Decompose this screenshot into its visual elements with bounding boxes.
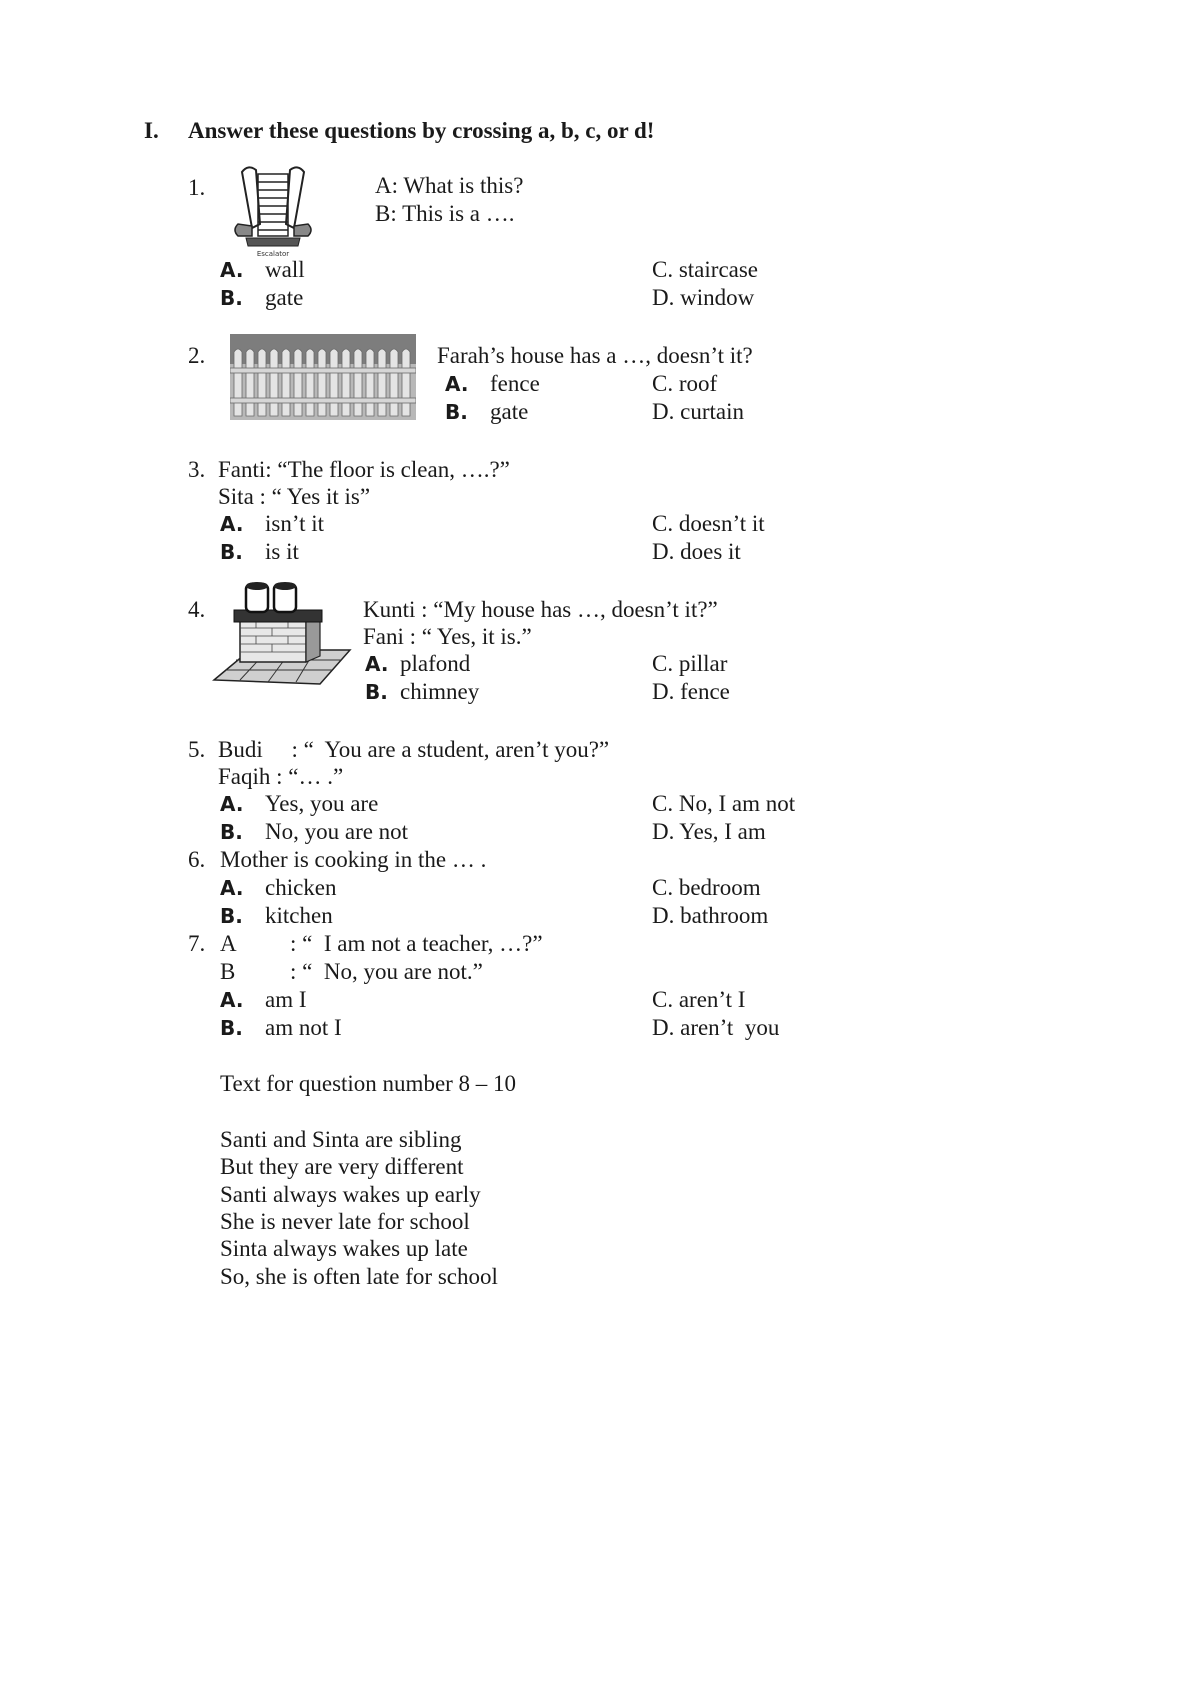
- option-c[interactable]: C. bedroom: [652, 875, 761, 900]
- option-b-label: B.: [365, 680, 388, 704]
- fence-photo: [230, 334, 416, 420]
- section-number: I.: [144, 118, 159, 143]
- option-b[interactable]: No, you are not: [265, 819, 409, 844]
- option-d[interactable]: D. Yes, I am: [652, 819, 766, 844]
- dialog-line-a: Budi : “ You are a student, aren’t you?”: [218, 737, 610, 762]
- option-b-label: B.: [220, 1016, 243, 1040]
- option-a[interactable]: plafond: [400, 651, 471, 676]
- option-b-label: B.: [220, 820, 243, 844]
- question-stem: Farah’s house has a …, doesn’t it?: [437, 343, 753, 368]
- option-c[interactable]: C. doesn’t it: [652, 511, 765, 536]
- option-d[interactable]: D. bathroom: [652, 903, 769, 928]
- question-number: 4.: [188, 597, 206, 622]
- option-a[interactable]: fence: [490, 371, 540, 396]
- speaker-b: B: [220, 959, 236, 984]
- passage-line: So, she is often late for school: [220, 1264, 498, 1289]
- dialog-line-b: Fani : “ Yes, it is.”: [363, 624, 532, 649]
- question-number: 6.: [188, 847, 206, 872]
- option-b-label: B.: [445, 400, 468, 424]
- question-number: 5.: [188, 737, 206, 762]
- option-b-label: B.: [220, 286, 243, 310]
- dialog-line-b: Faqih : “… .”: [218, 764, 344, 789]
- section-instruction: Answer these questions by crossing a, b, c, or d!: [188, 118, 655, 143]
- option-d[interactable]: D. window: [652, 285, 755, 310]
- option-b[interactable]: am not I: [265, 1015, 342, 1040]
- dialog-line-a: Kunti : “My house has …, doesn’t it?”: [363, 597, 718, 622]
- svg-text:Escalator: Escalator: [256, 250, 290, 258]
- option-a[interactable]: Yes, you are: [265, 791, 379, 816]
- option-a-label: A.: [220, 258, 244, 282]
- option-d[interactable]: D. curtain: [652, 399, 744, 424]
- option-d[interactable]: D. fence: [652, 679, 730, 704]
- option-b[interactable]: is it: [265, 539, 299, 564]
- dialog-line-b: : “ No, you are not.”: [290, 959, 483, 984]
- passage-line: But they are very different: [220, 1154, 464, 1179]
- option-a[interactable]: wall: [265, 257, 305, 282]
- passage-line: Santi always wakes up early: [220, 1182, 481, 1207]
- option-c[interactable]: C. aren’t I: [652, 987, 746, 1012]
- option-a-label: A.: [445, 372, 469, 396]
- option-b-label: B.: [220, 540, 243, 564]
- option-b-label: B.: [220, 904, 243, 928]
- question-number: 7.: [188, 931, 206, 956]
- option-a-label: A.: [365, 652, 389, 676]
- passage-title: Text for question number 8 – 10: [220, 1071, 517, 1096]
- option-a-label: A.: [220, 792, 244, 816]
- option-c[interactable]: C. roof: [652, 371, 718, 396]
- option-a[interactable]: chicken: [265, 875, 337, 900]
- option-b[interactable]: gate: [490, 399, 529, 424]
- chimney-drawing: [210, 580, 360, 688]
- option-a-label: A.: [220, 876, 244, 900]
- speaker-a: A: [220, 931, 237, 956]
- passage-line: Sinta always wakes up late: [220, 1236, 468, 1261]
- passage-line: She is never late for school: [220, 1209, 470, 1234]
- passage-line: Santi and Sinta are sibling: [220, 1127, 462, 1152]
- escalator-drawing: [228, 164, 318, 260]
- option-b[interactable]: chimney: [400, 679, 480, 704]
- dialog-line-b: B: This is a ….: [375, 201, 515, 226]
- question-number: 1.: [188, 175, 206, 200]
- option-d[interactable]: D. aren’t you: [652, 1015, 780, 1040]
- option-a[interactable]: am I: [265, 987, 307, 1012]
- option-c[interactable]: C. pillar: [652, 651, 728, 676]
- dialog-line-b: Sita : “ Yes it is”: [218, 484, 371, 509]
- option-b[interactable]: gate: [265, 285, 304, 310]
- option-d[interactable]: D. does it: [652, 539, 741, 564]
- question-number: 2.: [188, 343, 206, 368]
- option-a-label: A.: [220, 988, 244, 1012]
- option-a[interactable]: isn’t it: [265, 511, 325, 536]
- question-stem: Mother is cooking in the … .: [220, 847, 487, 872]
- dialog-line-a: Fanti: “The floor is clean, ….?”: [218, 457, 510, 482]
- question-number: 3.: [188, 457, 206, 482]
- option-a-label: A.: [220, 512, 244, 536]
- option-c[interactable]: C. No, I am not: [652, 791, 796, 816]
- dialog-line-a: A: What is this?: [375, 173, 524, 198]
- dialog-line-a: : “ I am not a teacher, …?”: [290, 931, 543, 956]
- option-c[interactable]: C. staircase: [652, 257, 759, 282]
- option-b[interactable]: kitchen: [265, 903, 333, 928]
